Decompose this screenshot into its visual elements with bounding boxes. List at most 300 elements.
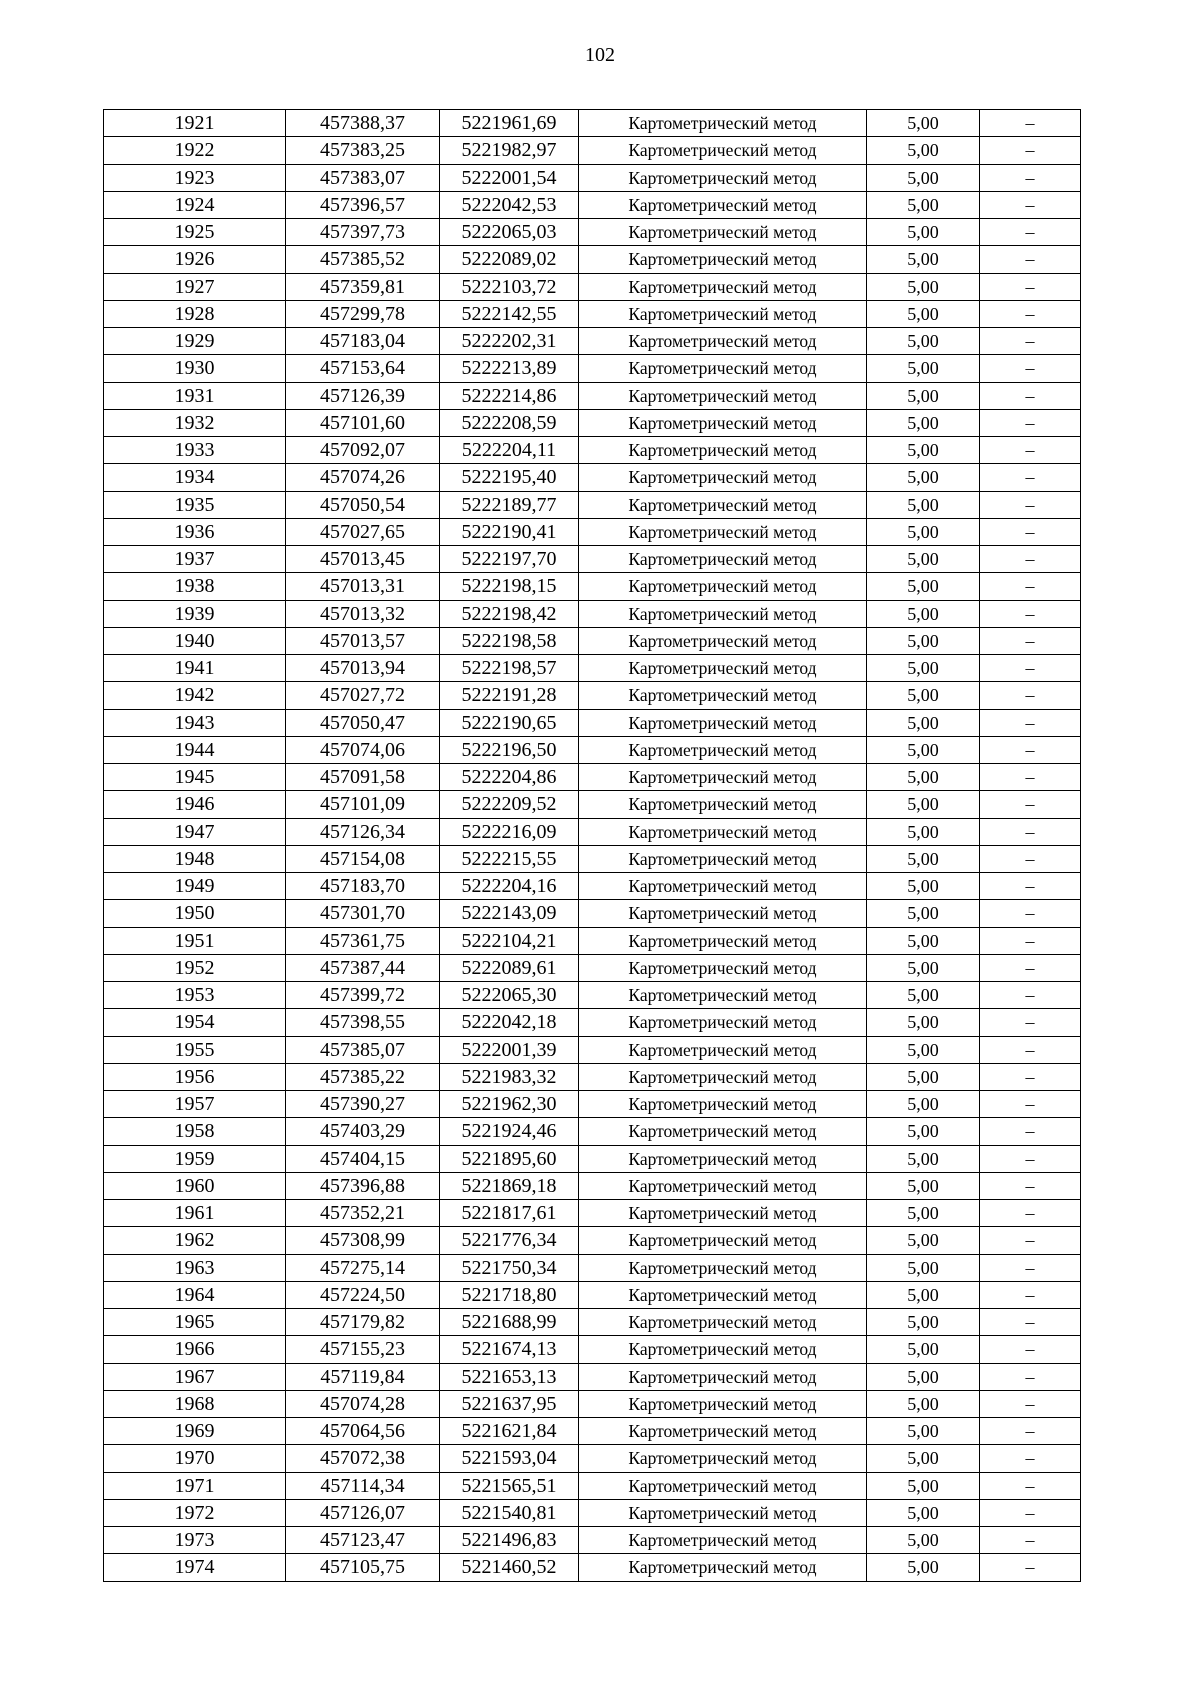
note-cell: – bbox=[980, 1472, 1081, 1499]
point-number-cell: 1922 bbox=[104, 137, 286, 164]
table-row bbox=[104, 464, 1081, 491]
table-row bbox=[104, 1200, 1081, 1227]
y-coordinate-cell: 5222142,55 bbox=[440, 300, 579, 327]
y-coordinate-cell: 5222209,52 bbox=[440, 791, 579, 818]
error-cell: 5,00 bbox=[867, 491, 980, 518]
method-cell: Картометрический метод bbox=[579, 1200, 867, 1227]
method-cell: Картометрический метод bbox=[579, 1472, 867, 1499]
x-coordinate-cell: 457126,07 bbox=[286, 1499, 440, 1526]
point-number-cell: 1938 bbox=[104, 573, 286, 600]
method-cell: Картометрический метод bbox=[579, 927, 867, 954]
y-coordinate-cell: 5222089,61 bbox=[440, 954, 579, 981]
y-coordinate-cell: 5221924,46 bbox=[440, 1118, 579, 1145]
method-cell: Картометрический метод bbox=[579, 164, 867, 191]
point-number-cell: 1921 bbox=[104, 110, 286, 137]
method-cell: Картометрический метод bbox=[579, 982, 867, 1009]
point-number-cell: 1961 bbox=[104, 1200, 286, 1227]
error-cell: 5,00 bbox=[867, 1172, 980, 1199]
y-coordinate-cell: 5222213,89 bbox=[440, 355, 579, 382]
x-coordinate-cell: 457385,52 bbox=[286, 246, 440, 273]
note-cell: – bbox=[980, 682, 1081, 709]
note-cell: – bbox=[980, 546, 1081, 573]
note-cell: – bbox=[980, 1554, 1081, 1581]
x-coordinate-cell: 457119,84 bbox=[286, 1363, 440, 1390]
error-cell: 5,00 bbox=[867, 1254, 980, 1281]
note-cell: – bbox=[980, 1445, 1081, 1472]
x-coordinate-cell: 457388,37 bbox=[286, 110, 440, 137]
error-cell: 5,00 bbox=[867, 818, 980, 845]
error-cell: 5,00 bbox=[867, 409, 980, 436]
point-number-cell: 1955 bbox=[104, 1036, 286, 1063]
x-coordinate-cell: 457013,32 bbox=[286, 600, 440, 627]
x-coordinate-cell: 457308,99 bbox=[286, 1227, 440, 1254]
table-row bbox=[104, 1227, 1081, 1254]
note-cell: – bbox=[980, 491, 1081, 518]
note-cell: – bbox=[980, 627, 1081, 654]
error-cell: 5,00 bbox=[867, 600, 980, 627]
y-coordinate-cell: 5222204,86 bbox=[440, 764, 579, 791]
x-coordinate-cell: 457383,25 bbox=[286, 137, 440, 164]
y-coordinate-cell: 5222190,41 bbox=[440, 518, 579, 545]
method-cell: Картометрический метод bbox=[579, 246, 867, 273]
y-coordinate-cell: 5222198,57 bbox=[440, 655, 579, 682]
table-row bbox=[104, 791, 1081, 818]
note-cell: – bbox=[980, 1227, 1081, 1254]
point-number-cell: 1958 bbox=[104, 1118, 286, 1145]
note-cell: – bbox=[980, 709, 1081, 736]
table-row bbox=[104, 1472, 1081, 1499]
y-coordinate-cell: 5222190,65 bbox=[440, 709, 579, 736]
y-coordinate-cell: 5222143,09 bbox=[440, 900, 579, 927]
error-cell: 5,00 bbox=[867, 110, 980, 137]
table-row bbox=[104, 1145, 1081, 1172]
note-cell: – bbox=[980, 1499, 1081, 1526]
method-cell: Картометрический метод bbox=[579, 1418, 867, 1445]
note-cell: – bbox=[980, 409, 1081, 436]
method-cell: Картометрический метод bbox=[579, 1091, 867, 1118]
error-cell: 5,00 bbox=[867, 1009, 980, 1036]
point-number-cell: 1960 bbox=[104, 1172, 286, 1199]
table-row bbox=[104, 1390, 1081, 1417]
y-coordinate-cell: 5221817,61 bbox=[440, 1200, 579, 1227]
x-coordinate-cell: 457074,06 bbox=[286, 736, 440, 763]
x-coordinate-cell: 457361,75 bbox=[286, 927, 440, 954]
table-row bbox=[104, 1091, 1081, 1118]
note-cell: – bbox=[980, 1145, 1081, 1172]
table-row bbox=[104, 382, 1081, 409]
note-cell: – bbox=[980, 1009, 1081, 1036]
error-cell: 5,00 bbox=[867, 1554, 980, 1581]
method-cell: Картометрический метод bbox=[579, 546, 867, 573]
x-coordinate-cell: 457013,31 bbox=[286, 573, 440, 600]
y-coordinate-cell: 5221895,60 bbox=[440, 1145, 579, 1172]
error-cell: 5,00 bbox=[867, 1363, 980, 1390]
method-cell: Картометрический метод bbox=[579, 219, 867, 246]
table-row bbox=[104, 1309, 1081, 1336]
method-cell: Картометрический метод bbox=[579, 1227, 867, 1254]
note-cell: – bbox=[980, 273, 1081, 300]
table-row bbox=[104, 1281, 1081, 1308]
y-coordinate-cell: 5221565,51 bbox=[440, 1472, 579, 1499]
note-cell: – bbox=[980, 845, 1081, 872]
x-coordinate-cell: 457352,21 bbox=[286, 1200, 440, 1227]
note-cell: – bbox=[980, 1063, 1081, 1090]
y-coordinate-cell: 5222198,58 bbox=[440, 627, 579, 654]
note-cell: – bbox=[980, 900, 1081, 927]
x-coordinate-cell: 457074,28 bbox=[286, 1390, 440, 1417]
table-row bbox=[104, 982, 1081, 1009]
x-coordinate-cell: 457387,44 bbox=[286, 954, 440, 981]
error-cell: 5,00 bbox=[867, 1118, 980, 1145]
error-cell: 5,00 bbox=[867, 546, 980, 573]
point-number-cell: 1935 bbox=[104, 491, 286, 518]
note-cell: – bbox=[980, 300, 1081, 327]
table-row bbox=[104, 1172, 1081, 1199]
method-cell: Картометрический метод bbox=[579, 1036, 867, 1063]
x-coordinate-cell: 457359,81 bbox=[286, 273, 440, 300]
y-coordinate-cell: 5222001,54 bbox=[440, 164, 579, 191]
note-cell: – bbox=[980, 764, 1081, 791]
method-cell: Картометрический метод bbox=[579, 900, 867, 927]
note-cell: – bbox=[980, 328, 1081, 355]
point-number-cell: 1968 bbox=[104, 1390, 286, 1417]
x-coordinate-cell: 457027,72 bbox=[286, 682, 440, 709]
point-number-cell: 1941 bbox=[104, 655, 286, 682]
point-number-cell: 1933 bbox=[104, 437, 286, 464]
x-coordinate-cell: 457183,04 bbox=[286, 328, 440, 355]
y-coordinate-cell: 5221982,97 bbox=[440, 137, 579, 164]
point-number-cell: 1923 bbox=[104, 164, 286, 191]
point-number-cell: 1932 bbox=[104, 409, 286, 436]
table-row bbox=[104, 328, 1081, 355]
method-cell: Картометрический метод bbox=[579, 845, 867, 872]
y-coordinate-cell: 5222089,02 bbox=[440, 246, 579, 273]
method-cell: Картометрический метод bbox=[579, 818, 867, 845]
x-coordinate-cell: 457183,70 bbox=[286, 873, 440, 900]
point-number-cell: 1972 bbox=[104, 1499, 286, 1526]
table-row bbox=[104, 1554, 1081, 1581]
page-number: 102 bbox=[585, 44, 615, 66]
note-cell: – bbox=[980, 246, 1081, 273]
method-cell: Картометрический метод bbox=[579, 1499, 867, 1526]
note-cell: – bbox=[980, 219, 1081, 246]
note-cell: – bbox=[980, 982, 1081, 1009]
point-number-cell: 1927 bbox=[104, 273, 286, 300]
error-cell: 5,00 bbox=[867, 709, 980, 736]
x-coordinate-cell: 457299,78 bbox=[286, 300, 440, 327]
y-coordinate-cell: 5222215,55 bbox=[440, 845, 579, 872]
error-cell: 5,00 bbox=[867, 1309, 980, 1336]
y-coordinate-cell: 5222204,11 bbox=[440, 437, 579, 464]
y-coordinate-cell: 5222001,39 bbox=[440, 1036, 579, 1063]
table-row bbox=[104, 137, 1081, 164]
table-row bbox=[104, 1254, 1081, 1281]
method-cell: Картометрический метод bbox=[579, 682, 867, 709]
table-row bbox=[104, 709, 1081, 736]
table-row bbox=[104, 491, 1081, 518]
x-coordinate-cell: 457396,57 bbox=[286, 191, 440, 218]
note-cell: – bbox=[980, 573, 1081, 600]
method-cell: Картометрический метод bbox=[579, 191, 867, 218]
point-number-cell: 1969 bbox=[104, 1418, 286, 1445]
note-cell: – bbox=[980, 1390, 1081, 1417]
y-coordinate-cell: 5222042,18 bbox=[440, 1009, 579, 1036]
note-cell: – bbox=[980, 164, 1081, 191]
table-row bbox=[104, 1063, 1081, 1090]
method-cell: Картометрический метод bbox=[579, 464, 867, 491]
error-cell: 5,00 bbox=[867, 1227, 980, 1254]
error-cell: 5,00 bbox=[867, 1527, 980, 1554]
note-cell: – bbox=[980, 1418, 1081, 1445]
error-cell: 5,00 bbox=[867, 355, 980, 382]
note-cell: – bbox=[980, 137, 1081, 164]
x-coordinate-cell: 457398,55 bbox=[286, 1009, 440, 1036]
note-cell: – bbox=[980, 600, 1081, 627]
error-cell: 5,00 bbox=[867, 1145, 980, 1172]
y-coordinate-cell: 5221750,34 bbox=[440, 1254, 579, 1281]
note-cell: – bbox=[980, 1336, 1081, 1363]
y-coordinate-cell: 5221962,30 bbox=[440, 1091, 579, 1118]
error-cell: 5,00 bbox=[867, 300, 980, 327]
y-coordinate-cell: 5221776,34 bbox=[440, 1227, 579, 1254]
error-cell: 5,00 bbox=[867, 791, 980, 818]
point-number-cell: 1964 bbox=[104, 1281, 286, 1308]
point-number-cell: 1939 bbox=[104, 600, 286, 627]
x-coordinate-cell: 457064,56 bbox=[286, 1418, 440, 1445]
method-cell: Картометрический метод bbox=[579, 273, 867, 300]
point-number-cell: 1944 bbox=[104, 736, 286, 763]
method-cell: Картометрический метод bbox=[579, 1445, 867, 1472]
x-coordinate-cell: 457155,23 bbox=[286, 1336, 440, 1363]
point-number-cell: 1950 bbox=[104, 900, 286, 927]
table-row bbox=[104, 573, 1081, 600]
error-cell: 5,00 bbox=[867, 982, 980, 1009]
error-cell: 5,00 bbox=[867, 1418, 980, 1445]
table-row bbox=[104, 437, 1081, 464]
note-cell: – bbox=[980, 1091, 1081, 1118]
y-coordinate-cell: 5221496,83 bbox=[440, 1527, 579, 1554]
point-number-cell: 1952 bbox=[104, 954, 286, 981]
point-number-cell: 1936 bbox=[104, 518, 286, 545]
method-cell: Картометрический метод bbox=[579, 791, 867, 818]
method-cell: Картометрический метод bbox=[579, 1172, 867, 1199]
x-coordinate-cell: 457114,34 bbox=[286, 1472, 440, 1499]
note-cell: – bbox=[980, 1527, 1081, 1554]
point-number-cell: 1943 bbox=[104, 709, 286, 736]
point-number-cell: 1930 bbox=[104, 355, 286, 382]
table-row bbox=[104, 736, 1081, 763]
x-coordinate-cell: 457126,34 bbox=[286, 818, 440, 845]
method-cell: Картометрический метод bbox=[579, 382, 867, 409]
y-coordinate-cell: 5222214,86 bbox=[440, 382, 579, 409]
method-cell: Картометрический метод bbox=[579, 573, 867, 600]
x-coordinate-cell: 457385,22 bbox=[286, 1063, 440, 1090]
y-coordinate-cell: 5222197,70 bbox=[440, 546, 579, 573]
table-row bbox=[104, 1418, 1081, 1445]
x-coordinate-cell: 457101,09 bbox=[286, 791, 440, 818]
error-cell: 5,00 bbox=[867, 573, 980, 600]
y-coordinate-cell: 5221869,18 bbox=[440, 1172, 579, 1199]
table-row bbox=[104, 900, 1081, 927]
table-row bbox=[104, 1527, 1081, 1554]
error-cell: 5,00 bbox=[867, 927, 980, 954]
x-coordinate-cell: 457091,58 bbox=[286, 764, 440, 791]
note-cell: – bbox=[980, 1172, 1081, 1199]
method-cell: Картометрический метод bbox=[579, 518, 867, 545]
x-coordinate-cell: 457013,57 bbox=[286, 627, 440, 654]
point-number-cell: 1929 bbox=[104, 328, 286, 355]
y-coordinate-cell: 5222198,42 bbox=[440, 600, 579, 627]
note-cell: – bbox=[980, 1309, 1081, 1336]
y-coordinate-cell: 5221460,52 bbox=[440, 1554, 579, 1581]
x-coordinate-cell: 457101,60 bbox=[286, 409, 440, 436]
method-cell: Картометрический метод bbox=[579, 491, 867, 518]
point-number-cell: 1947 bbox=[104, 818, 286, 845]
method-cell: Картометрический метод bbox=[579, 1527, 867, 1554]
method-cell: Картометрический метод bbox=[579, 764, 867, 791]
point-number-cell: 1953 bbox=[104, 982, 286, 1009]
y-coordinate-cell: 5222204,16 bbox=[440, 873, 579, 900]
point-number-cell: 1966 bbox=[104, 1336, 286, 1363]
note-cell: – bbox=[980, 791, 1081, 818]
y-coordinate-cell: 5222103,72 bbox=[440, 273, 579, 300]
point-number-cell: 1951 bbox=[104, 927, 286, 954]
x-coordinate-cell: 457050,47 bbox=[286, 709, 440, 736]
error-cell: 5,00 bbox=[867, 1336, 980, 1363]
error-cell: 5,00 bbox=[867, 1036, 980, 1063]
table-row bbox=[104, 764, 1081, 791]
x-coordinate-cell: 457092,07 bbox=[286, 437, 440, 464]
error-cell: 5,00 bbox=[867, 1445, 980, 1472]
method-cell: Картометрический метод bbox=[579, 437, 867, 464]
x-coordinate-cell: 457072,38 bbox=[286, 1445, 440, 1472]
note-cell: – bbox=[980, 818, 1081, 845]
x-coordinate-cell: 457126,39 bbox=[286, 382, 440, 409]
y-coordinate-cell: 5222208,59 bbox=[440, 409, 579, 436]
table-row bbox=[104, 546, 1081, 573]
point-number-cell: 1926 bbox=[104, 246, 286, 273]
table-row bbox=[104, 191, 1081, 218]
error-cell: 5,00 bbox=[867, 1472, 980, 1499]
x-coordinate-cell: 457396,88 bbox=[286, 1172, 440, 1199]
error-cell: 5,00 bbox=[867, 1091, 980, 1118]
y-coordinate-cell: 5221593,04 bbox=[440, 1445, 579, 1472]
coordinates-table-body bbox=[104, 110, 1081, 1582]
note-cell: – bbox=[980, 355, 1081, 382]
note-cell: – bbox=[980, 518, 1081, 545]
note-cell: – bbox=[980, 191, 1081, 218]
method-cell: Картометрический метод bbox=[579, 1309, 867, 1336]
y-coordinate-cell: 5221718,80 bbox=[440, 1281, 579, 1308]
y-coordinate-cell: 5222195,40 bbox=[440, 464, 579, 491]
error-cell: 5,00 bbox=[867, 328, 980, 355]
note-cell: – bbox=[980, 382, 1081, 409]
table-row bbox=[104, 927, 1081, 954]
table-row bbox=[104, 246, 1081, 273]
y-coordinate-cell: 5221983,32 bbox=[440, 1063, 579, 1090]
y-coordinate-cell: 5222189,77 bbox=[440, 491, 579, 518]
note-cell: – bbox=[980, 1254, 1081, 1281]
y-coordinate-cell: 5222202,31 bbox=[440, 328, 579, 355]
method-cell: Картометрический метод bbox=[579, 1009, 867, 1036]
x-coordinate-cell: 457074,26 bbox=[286, 464, 440, 491]
y-coordinate-cell: 5222216,09 bbox=[440, 818, 579, 845]
note-cell: – bbox=[980, 873, 1081, 900]
method-cell: Картометрический метод bbox=[579, 355, 867, 382]
x-coordinate-cell: 457404,15 bbox=[286, 1145, 440, 1172]
y-coordinate-cell: 5221637,95 bbox=[440, 1390, 579, 1417]
x-coordinate-cell: 457275,14 bbox=[286, 1254, 440, 1281]
method-cell: Картометрический метод bbox=[579, 110, 867, 137]
table-row bbox=[104, 627, 1081, 654]
point-number-cell: 1970 bbox=[104, 1445, 286, 1472]
note-cell: – bbox=[980, 464, 1081, 491]
error-cell: 5,00 bbox=[867, 164, 980, 191]
point-number-cell: 1974 bbox=[104, 1554, 286, 1581]
error-cell: 5,00 bbox=[867, 873, 980, 900]
y-coordinate-cell: 5222065,03 bbox=[440, 219, 579, 246]
y-coordinate-cell: 5221674,13 bbox=[440, 1336, 579, 1363]
point-number-cell: 1956 bbox=[104, 1063, 286, 1090]
method-cell: Картометрический метод bbox=[579, 709, 867, 736]
y-coordinate-cell: 5221653,13 bbox=[440, 1363, 579, 1390]
point-number-cell: 1928 bbox=[104, 300, 286, 327]
note-cell: – bbox=[980, 1363, 1081, 1390]
error-cell: 5,00 bbox=[867, 273, 980, 300]
x-coordinate-cell: 457050,54 bbox=[286, 491, 440, 518]
error-cell: 5,00 bbox=[867, 736, 980, 763]
x-coordinate-cell: 457399,72 bbox=[286, 982, 440, 1009]
point-number-cell: 1962 bbox=[104, 1227, 286, 1254]
method-cell: Картометрический метод bbox=[579, 1145, 867, 1172]
table-row bbox=[104, 845, 1081, 872]
error-cell: 5,00 bbox=[867, 900, 980, 927]
table-row bbox=[104, 219, 1081, 246]
point-number-cell: 1963 bbox=[104, 1254, 286, 1281]
table-row bbox=[104, 655, 1081, 682]
error-cell: 5,00 bbox=[867, 464, 980, 491]
error-cell: 5,00 bbox=[867, 627, 980, 654]
error-cell: 5,00 bbox=[867, 1063, 980, 1090]
error-cell: 5,00 bbox=[867, 845, 980, 872]
error-cell: 5,00 bbox=[867, 1499, 980, 1526]
point-number-cell: 1959 bbox=[104, 1145, 286, 1172]
table-row bbox=[104, 1363, 1081, 1390]
x-coordinate-cell: 457403,29 bbox=[286, 1118, 440, 1145]
y-coordinate-cell: 5221621,84 bbox=[440, 1418, 579, 1445]
note-cell: – bbox=[980, 1118, 1081, 1145]
x-coordinate-cell: 457154,08 bbox=[286, 845, 440, 872]
error-cell: 5,00 bbox=[867, 437, 980, 464]
x-coordinate-cell: 457301,70 bbox=[286, 900, 440, 927]
coordinates-table bbox=[103, 109, 1081, 1582]
table-row bbox=[104, 600, 1081, 627]
note-cell: – bbox=[980, 1036, 1081, 1063]
point-number-cell: 1948 bbox=[104, 845, 286, 872]
point-number-cell: 1924 bbox=[104, 191, 286, 218]
table-row bbox=[104, 873, 1081, 900]
method-cell: Картометрический метод bbox=[579, 627, 867, 654]
note-cell: – bbox=[980, 954, 1081, 981]
error-cell: 5,00 bbox=[867, 682, 980, 709]
note-cell: – bbox=[980, 110, 1081, 137]
error-cell: 5,00 bbox=[867, 518, 980, 545]
table-row bbox=[104, 164, 1081, 191]
x-coordinate-cell: 457385,07 bbox=[286, 1036, 440, 1063]
point-number-cell: 1940 bbox=[104, 627, 286, 654]
error-cell: 5,00 bbox=[867, 655, 980, 682]
note-cell: – bbox=[980, 655, 1081, 682]
